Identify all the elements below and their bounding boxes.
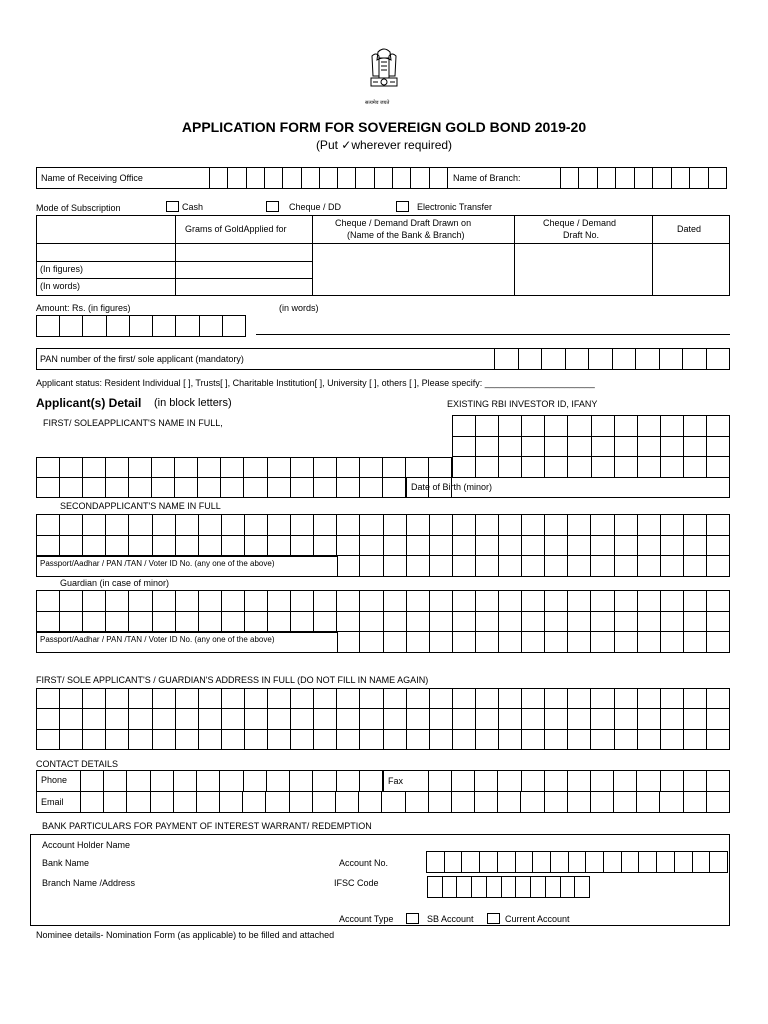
id-label-1: Passport/Aadhar / PAN /TAN / Voter ID No. (any one of the above): [40, 559, 275, 568]
grams-figures-input[interactable]: [176, 262, 311, 278]
fax-input[interactable]: [428, 770, 730, 792]
sb-account-checkbox[interactable]: [406, 913, 419, 924]
dated-header: Dated: [677, 224, 702, 234]
receiving-office-input[interactable]: [209, 167, 448, 189]
in-words-label: (In words): [40, 281, 81, 291]
address-label: FIRST/ SOLE APPLICANT'S / GUARDIAN'S ADDRESS IN FULL (DO NOT FILL IN NAME AGAIN): [36, 675, 429, 685]
email-input[interactable]: [80, 791, 730, 813]
id-label-2: Passport/Aadhar / PAN /TAN / Voter ID No. (any one of the above): [40, 635, 275, 644]
branch-address-label: Branch Name /Address: [42, 878, 136, 888]
second-applicant-label: SECONDAPPLICANT'S NAME IN FULL: [60, 501, 221, 511]
amount-figures-input[interactable]: [36, 315, 246, 337]
drawn-on-input[interactable]: [313, 244, 513, 295]
first-applicant-name-input[interactable]: [36, 457, 452, 498]
account-no-input[interactable]: [426, 851, 728, 873]
grams-header: Grams of GoldApplied for: [185, 224, 287, 234]
cheque-dd-checkbox[interactable]: [266, 201, 279, 212]
dob-input[interactable]: [510, 478, 729, 497]
bank-heading: BANK PARTICULARS FOR PAYMENT OF INTEREST WARRANT/ REDEMPTION: [42, 821, 372, 831]
amount-words-line[interactable]: [256, 334, 730, 335]
electronic-transfer-checkbox[interactable]: [396, 201, 409, 212]
account-type-label: Account Type: [339, 914, 394, 924]
national-emblem-icon: [364, 46, 404, 108]
address-input[interactable]: [36, 688, 730, 750]
pan-input[interactable]: [494, 348, 730, 370]
applicant-heading-note: (in block letters): [154, 397, 232, 409]
current-account-checkbox[interactable]: [487, 913, 500, 924]
bank-name-label: Bank Name: [42, 858, 90, 868]
grams-words-input[interactable]: [176, 279, 311, 295]
in-figures-label: (In figures): [40, 264, 84, 274]
receiving-office-label: Name of Receiving Office: [41, 173, 143, 183]
guardian-label: Guardian (in case of minor): [60, 578, 170, 588]
rbi-investor-id-input[interactable]: [452, 415, 730, 478]
drawn-on-subheader: (Name of the Bank & Branch): [347, 230, 465, 240]
form-subtitle: (Put ✓wherever required): [315, 138, 453, 152]
first-applicant-label: FIRST/ SOLEAPPLICANT'S NAME IN FULL,: [43, 418, 223, 428]
ifsc-label: IFSC Code: [334, 878, 379, 888]
cash-checkbox[interactable]: [166, 201, 179, 212]
nominee-note: Nominee details- Nomination Form (as applicable) to be filled and attached: [36, 930, 335, 940]
draft-no-subheader: Draft No.: [563, 230, 600, 240]
electronic-transfer-label: Electronic Transfer: [417, 202, 493, 212]
email-label: Email: [41, 797, 64, 807]
dated-input[interactable]: [653, 244, 729, 295]
pan-label: PAN number of the first/ sole applicant (mandatory): [40, 354, 244, 364]
amount-label: Amount: Rs. (in figures): [36, 303, 131, 313]
form-title: APPLICATION FORM FOR SOVEREIGN GOLD BOND 2019-20: [181, 119, 587, 135]
phone-input[interactable]: [80, 770, 383, 792]
branch-name-input[interactable]: [560, 167, 727, 189]
dob-label: Date of Birth (minor): [411, 482, 493, 492]
mode-label: Mode of Subscription: [36, 203, 121, 213]
amount-words-label: (in words): [279, 303, 319, 313]
cheque-dd-label: Cheque / DD: [289, 202, 342, 212]
fax-label: Fax: [388, 776, 404, 786]
cash-label: Cash: [182, 202, 204, 212]
account-holder-label: Account Holder Name: [42, 840, 131, 850]
contact-heading: CONTACT DETAILS: [36, 759, 119, 769]
drawn-on-header: Cheque / Demand Draft Drawn on: [335, 218, 472, 228]
branch-label: Name of Branch:: [453, 173, 521, 183]
rbi-investor-id-label: EXISTING RBI INVESTOR ID, IFANY: [447, 399, 598, 409]
ifsc-input[interactable]: [427, 876, 590, 898]
draft-no-header: Cheque / Demand: [543, 218, 617, 228]
account-no-label: Account No.: [339, 858, 389, 868]
applicant-status[interactable]: Applicant status: Resident Individual [ ], Trusts[ ], Charitable Institution[ ], University [ ], others [ ], Please specify: ______________________: [36, 378, 595, 388]
applicant-heading: Applicant(s) Detail: [36, 396, 142, 410]
emblem-caption: सत्यमेव जयते: [365, 100, 390, 106]
draft-no-input[interactable]: [515, 244, 651, 295]
current-account-label: Current Account: [505, 914, 570, 924]
phone-label: Phone: [41, 775, 68, 785]
sb-account-label: SB Account: [427, 914, 474, 924]
